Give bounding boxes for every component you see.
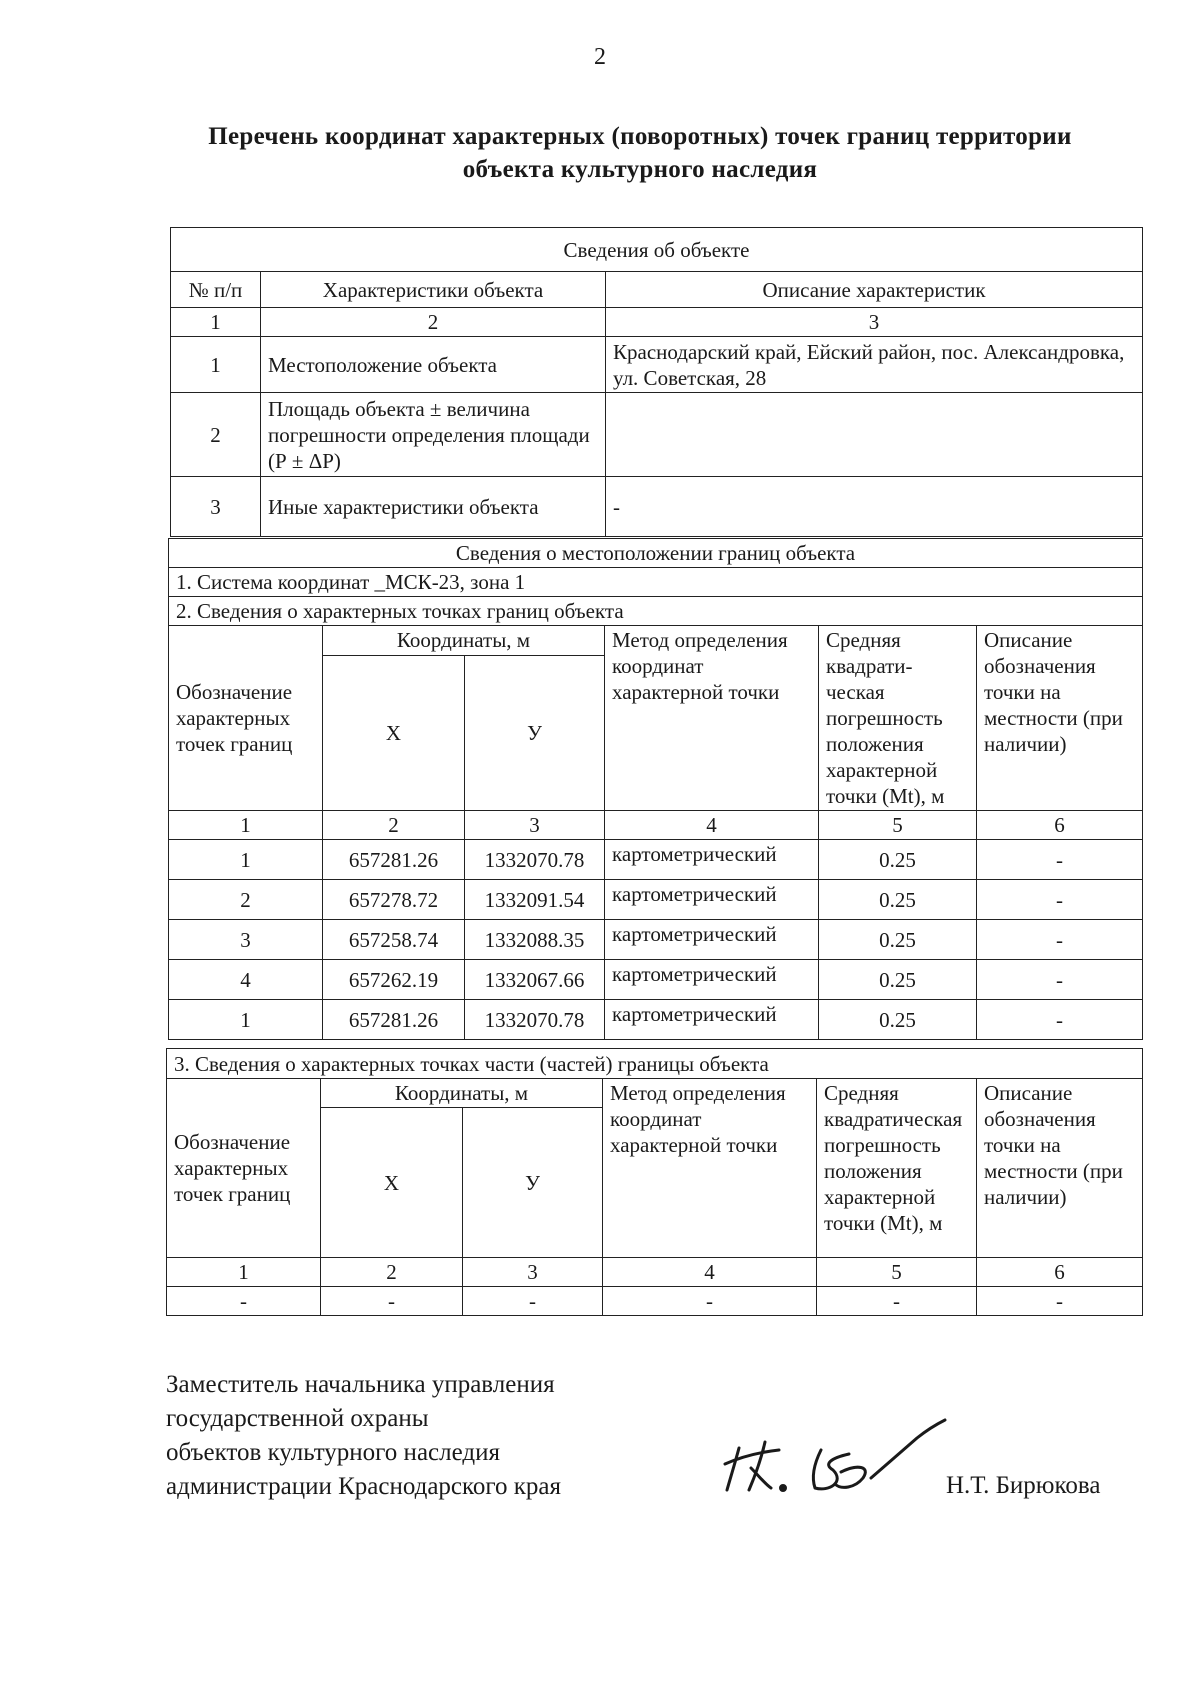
point-id: 3	[169, 920, 323, 960]
point-y: 1332091.54	[465, 880, 605, 920]
row-number: 3	[171, 477, 261, 537]
col-header-x: Х	[321, 1108, 463, 1258]
point-x: 657278.72	[323, 880, 465, 920]
document-title	[150, 120, 1130, 186]
col-header-designation: Обозначение характерных точек границ	[169, 626, 323, 811]
parts-cell: -	[463, 1287, 603, 1316]
col-header-num: № п/п	[171, 272, 261, 308]
point-id: 1	[169, 840, 323, 880]
col-index: 3	[463, 1258, 603, 1287]
signatory-name: Н.Т. Бирюкова	[946, 1472, 1101, 1499]
row-characteristic: Иные характеристики объекта	[261, 477, 606, 537]
position-line-2: государственной охраны	[166, 1405, 429, 1432]
point-y: 1332088.35	[465, 920, 605, 960]
point-y: 1332067.66	[465, 960, 605, 1000]
position-line-1: Заместитель начальника управления	[166, 1371, 555, 1398]
point-method: картометрический	[605, 960, 819, 1000]
point-error: 0.25	[819, 1000, 977, 1040]
col-index: 5	[817, 1258, 977, 1287]
table-row	[169, 880, 1143, 920]
col-index: 3	[606, 308, 1143, 337]
point-y: 1332070.78	[465, 840, 605, 880]
col-index: 2	[321, 1258, 463, 1287]
col-header-error: Средняя квадратическая погрешность положения характерной точки (Мt), м	[817, 1079, 977, 1258]
row-number: 1	[171, 337, 261, 393]
point-method: картометрический	[605, 920, 819, 960]
handwritten-signature	[721, 1408, 951, 1508]
point-id: 2	[169, 880, 323, 920]
points-section-header: 2. Сведения о характерных точках границ объекта	[169, 597, 1143, 626]
row-characteristic: Местоположение объекта	[261, 337, 606, 393]
col-index: 6	[977, 1258, 1143, 1287]
col-header-y: У	[465, 655, 605, 810]
table-row	[169, 840, 1143, 880]
position-line-4: администрации Краснодарского края	[166, 1473, 562, 1500]
table-row	[171, 337, 1143, 393]
point-error: 0.25	[819, 880, 977, 920]
col-header-method: Метод определения координат характерной точки	[605, 626, 819, 811]
row-description: Краснодарский край, Ейский район, пос. Александровка, ул. Советская, 28	[606, 337, 1143, 393]
col-header-y: У	[463, 1108, 603, 1258]
row-description	[606, 393, 1143, 477]
parts-cell: -	[167, 1287, 321, 1316]
row-description: -	[606, 477, 1143, 537]
point-x: 657258.74	[323, 920, 465, 960]
col-header-characteristics: Характеристики объекта	[261, 272, 606, 308]
col-index: 5	[819, 811, 977, 840]
point-x: 657281.26	[323, 840, 465, 880]
table-row	[171, 393, 1143, 477]
point-method: картометрический	[605, 840, 819, 880]
point-id: 4	[169, 960, 323, 1000]
table-row	[169, 960, 1143, 1000]
table-row	[169, 1000, 1143, 1040]
point-x: 657262.19	[323, 960, 465, 1000]
col-index: 1	[169, 811, 323, 840]
col-index: 1	[167, 1258, 321, 1287]
point-description: -	[977, 880, 1143, 920]
point-id: 1	[169, 1000, 323, 1040]
table-row	[169, 920, 1143, 960]
page-number: 2	[594, 44, 606, 70]
col-header-description: Описание характеристик	[606, 272, 1143, 308]
point-error: 0.25	[819, 840, 977, 880]
position-line-3: объектов культурного наследия	[166, 1439, 500, 1466]
col-index: 4	[605, 811, 819, 840]
col-header-designation: Обозначение характерных точек границ	[167, 1079, 321, 1258]
signatory-position	[166, 1368, 561, 1504]
point-description: -	[977, 840, 1143, 880]
table-row	[167, 1287, 1143, 1316]
col-header-point-description: Описание обозначения точки на местности (при наличии)	[977, 1079, 1143, 1258]
object-info-header: Сведения об объекте	[171, 228, 1143, 272]
location-header: Сведения о местоположении границ объекта	[169, 539, 1143, 568]
row-characteristic: Площадь объекта ± величина погрешности определения площади (Р ± ΔР)	[261, 393, 606, 477]
point-method: картометрический	[605, 1000, 819, 1040]
point-y: 1332070.78	[465, 1000, 605, 1040]
coordinate-system: 1. Система координат _МСК-23, зона 1	[169, 568, 1143, 597]
col-header-point-description: Описание обозначения точки на местности (при наличии)	[977, 626, 1143, 811]
point-error: 0.25	[819, 960, 977, 1000]
col-header-x: Х	[323, 655, 465, 810]
signature-block	[166, 1368, 1146, 1518]
col-header-method: Метод определения координат характерной точки	[603, 1079, 817, 1258]
boundary-points-table	[168, 538, 1143, 1040]
parts-cell: -	[817, 1287, 977, 1316]
col-header-error: Средняя квадрати-ческая погрешность положения характерной точки (Мt), м	[819, 626, 977, 811]
col-index: 2	[261, 308, 606, 337]
parts-cell: -	[977, 1287, 1143, 1316]
point-description: -	[977, 920, 1143, 960]
table-row	[171, 477, 1143, 537]
col-header-coordinates: Координаты, м	[323, 626, 605, 656]
boundary-parts-table	[166, 1048, 1143, 1316]
col-index: 4	[603, 1258, 817, 1287]
object-info-table	[170, 227, 1143, 537]
col-header-coordinates: Координаты, м	[321, 1079, 603, 1108]
row-number: 2	[171, 393, 261, 477]
col-index: 6	[977, 811, 1143, 840]
col-index: 2	[323, 811, 465, 840]
parts-cell: -	[321, 1287, 463, 1316]
title-line-1: Перечень координат характерных (поворотных) точек границ территории	[208, 123, 1072, 150]
parts-section-header: 3. Сведения о характерных точках части (частей) границы объекта	[167, 1049, 1143, 1079]
col-index: 1	[171, 308, 261, 337]
parts-cell: -	[603, 1287, 817, 1316]
point-description: -	[977, 1000, 1143, 1040]
title-line-2: объекта культурного наследия	[462, 156, 818, 183]
point-x: 657281.26	[323, 1000, 465, 1040]
point-description: -	[977, 960, 1143, 1000]
col-index: 3	[465, 811, 605, 840]
point-error: 0.25	[819, 920, 977, 960]
point-method: картометрический	[605, 880, 819, 920]
